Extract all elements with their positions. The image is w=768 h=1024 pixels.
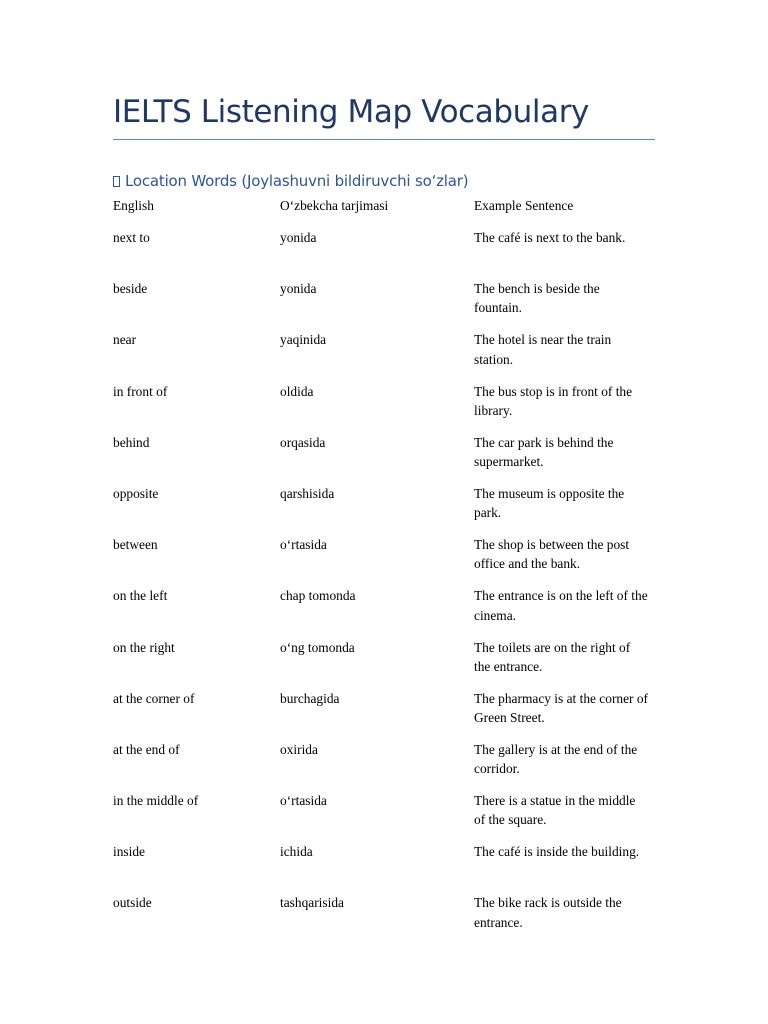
table-row [113,638,655,689]
sentence-cell: The car park is behind the supermarket. [474,434,614,470]
table-row [113,484,655,535]
sentence-cell: The shop is between the post office and the bank. [474,537,630,572]
uzbek-cell: yonida [280,230,317,245]
table-row [113,330,655,381]
uzbek-cell: yaqinida [280,332,327,348]
uzbek-cell: yonida [280,281,317,297]
uzbek-cell: burchagida [280,690,340,706]
english-cell: at the corner of [113,690,195,706]
page-title: IELTS Listening Map Vocabulary [113,94,590,130]
sentence-cell: The bike rack is outside the entrance. [474,895,622,930]
section-heading [113,172,468,190]
table-row [113,586,655,637]
english-cell: near [113,332,137,348]
english-cell: on the right [113,639,175,655]
sentence-cell: The café is inside the building. [474,844,640,860]
uzbek-cell: oxirida [280,741,318,757]
table-row [113,382,655,433]
sentence-cell: The bus stop is in front of the library. [474,383,633,418]
uzbek-cell: qarshisida [280,485,335,501]
header-english: English [113,198,154,213]
uzbek-cell: o‘rtasida [280,793,327,809]
header-uzbek: O‘zbekcha tarjimasi [280,198,389,213]
english-cell: in the middle of [113,793,199,809]
uzbek-cell: chap tomonda [280,588,356,604]
sentence-cell: The gallery is at the end of the corridor. [474,741,638,777]
english-cell: next to [113,230,150,245]
english-cell: on the left [113,588,168,604]
english-cell: inside [113,844,145,860]
sentence-cell: The entrance is on the left of the cinema. [474,588,648,623]
sentence-cell: The toilets are on the right of the entrance. [474,639,631,674]
sentence-cell: The bench is beside the fountain. [474,281,600,316]
table-row [113,740,655,791]
uzbek-cell: o‘ng tomonda [280,639,355,655]
english-cell: outside [113,895,152,911]
header-example-sentence: Example Sentence [474,198,574,213]
english-cell: opposite [113,485,159,501]
table-row [113,535,655,586]
sentence-cell: There is a statue in the middle of the square. [474,793,636,828]
table-header-row [113,196,655,228]
table-row [113,893,655,944]
uzbek-cell: orqasida [280,434,326,450]
english-cell: at the end of [113,741,180,757]
english-cell: in front of [113,383,168,399]
uzbek-cell: o‘rtasida [280,537,327,553]
missing-glyph-icon [113,176,120,187]
table-row [113,842,655,893]
section-heading-text: Location Words (Joylashuvni bildiruvchi so‘zlar) [125,172,469,190]
table-row [113,433,655,484]
sentence-cell: The hotel is near the train station. [474,332,612,367]
english-cell: beside [113,281,148,297]
english-cell: behind [113,434,150,450]
sentence-cell: The café is next to the bank. [474,230,626,245]
uzbek-cell: tashqarisida [280,895,344,911]
english-cell: between [113,537,158,553]
table-row [113,279,655,330]
table-row [113,689,655,740]
table-row [113,791,655,842]
vocabulary-table [113,196,655,945]
sentence-cell: The pharmacy is at the corner of Green Street. [474,690,648,725]
sentence-cell: The museum is opposite the park. [474,485,625,521]
uzbek-cell: ichida [280,844,313,860]
uzbek-cell: oldida [280,383,314,399]
table-row [113,228,655,279]
title-underline [113,139,655,140]
